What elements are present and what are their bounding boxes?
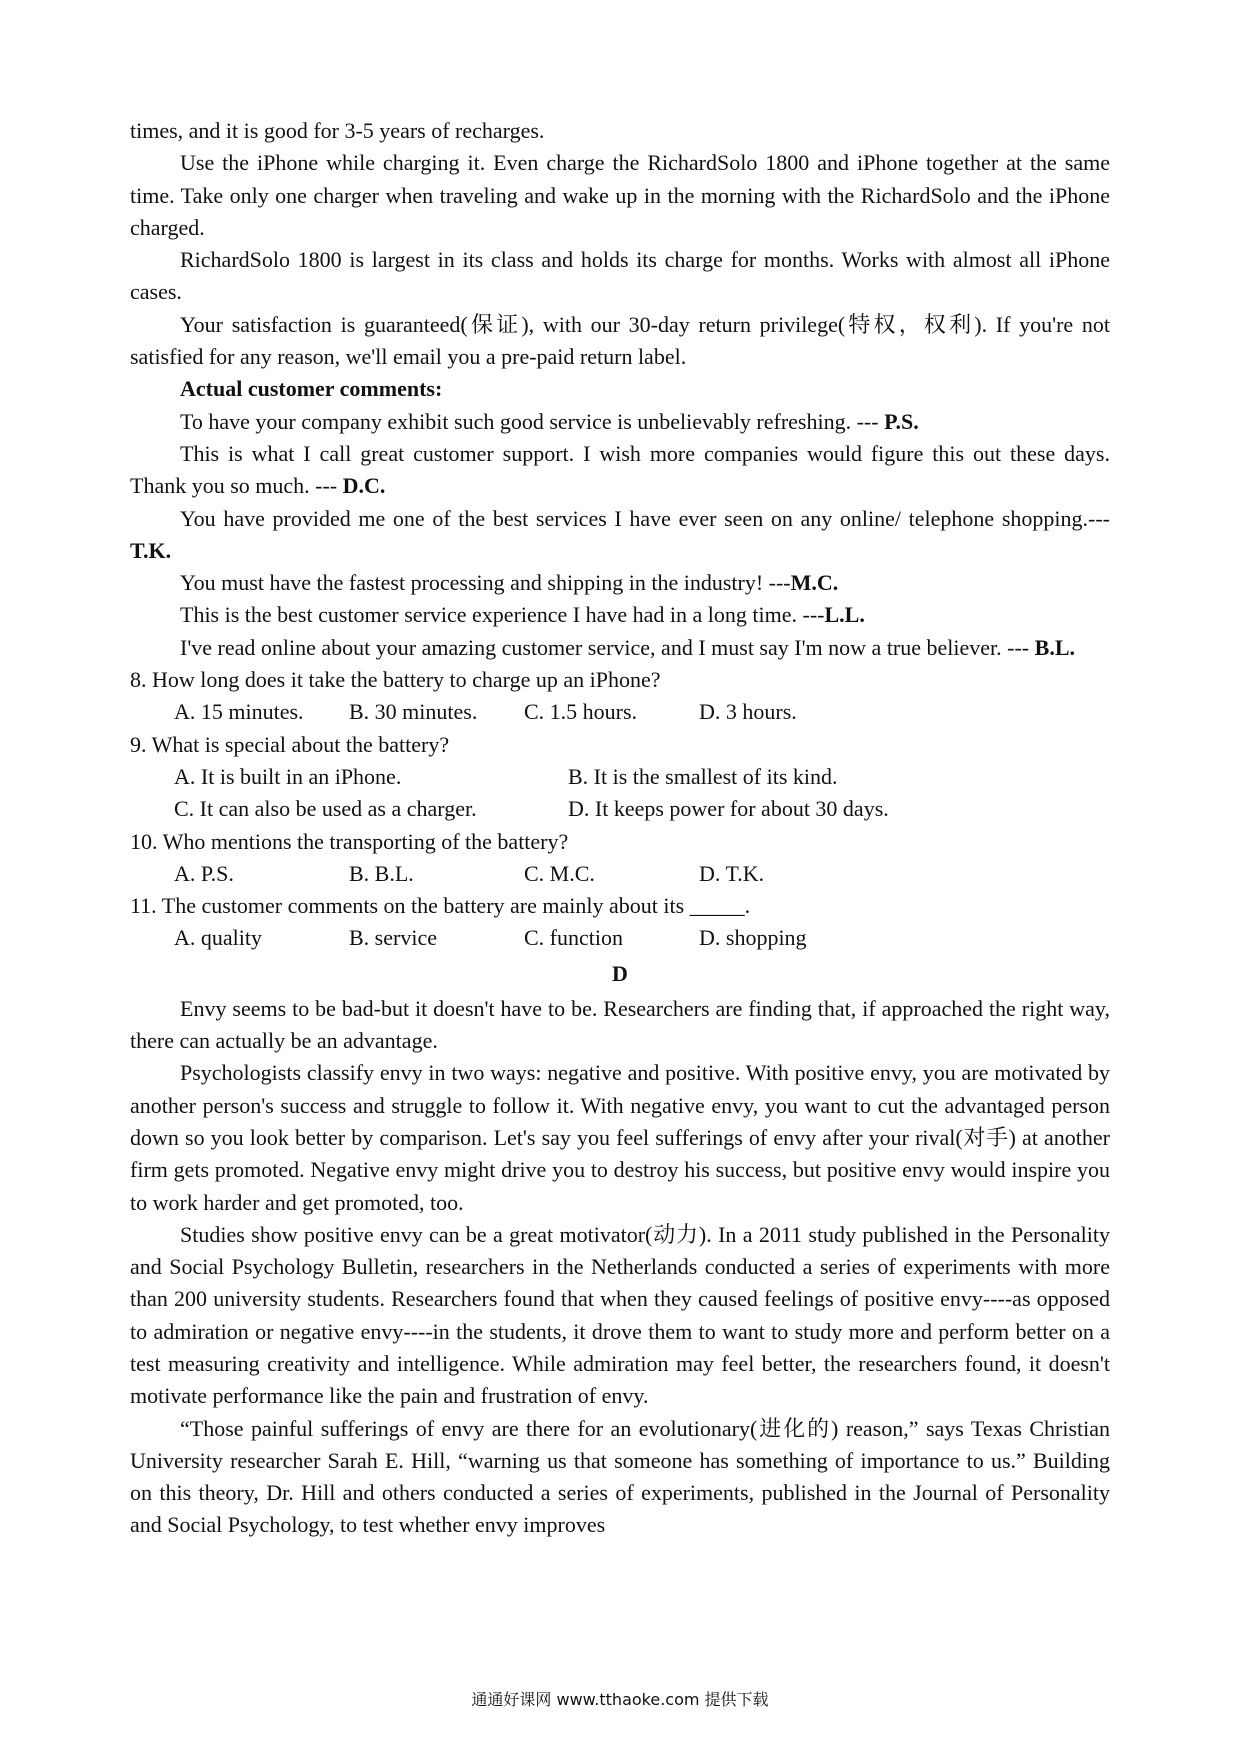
question-8-stem: 8. How long does it take the battery to charge up an iPhone? bbox=[130, 667, 661, 693]
comment-text: This is the best customer service experience I have had in a long time. --- bbox=[180, 602, 825, 628]
customer-comment bbox=[130, 632, 1110, 664]
question-9-options-row-1 bbox=[130, 761, 1110, 793]
customer-comment bbox=[130, 438, 1110, 503]
option-c: C. It can also be used as a charger. bbox=[174, 796, 477, 822]
question-11-options bbox=[130, 922, 1110, 954]
comment-signature: T.K. bbox=[130, 537, 172, 563]
comment-signature: M.C. bbox=[790, 570, 839, 596]
question-11-stem: 11. The customer comments on the battery are mainly about its _____. bbox=[130, 893, 751, 919]
option-a: A. P.S. bbox=[174, 860, 234, 886]
passage-c-paragraph-1: times, and it is good for 3-5 years of recharges. bbox=[130, 118, 545, 143]
section-d-paragraph-4: “Those painful sufferings of envy are there for an evolutionary(进化的) reason,” says Texas Christian University researcher Sarah E. Hill, “warning us that someone has something of importance to us.” Building on this theory, Dr. Hill and others conducted a series of experiments, published in the Journal of Personality and Social Psychology, to test whether envy improves bbox=[130, 1415, 1110, 1538]
comment-text: You must have the fastest processing and shipping in the industry! --- bbox=[180, 570, 791, 596]
question-10-stem: 10. Who mentions the transporting of the battery? bbox=[130, 828, 569, 854]
customer-comment bbox=[130, 406, 1110, 438]
comment-text: I've read online about your amazing customer service, and I must say I'm now a true believer. --- bbox=[180, 634, 1035, 660]
question-10-options bbox=[130, 858, 1110, 890]
comment-signature: L.L. bbox=[824, 602, 865, 628]
option-a: A. It is built in an iPhone. bbox=[174, 763, 402, 789]
passage-c-paragraph-3: RichardSolo 1800 is largest in its class and holds its charge for months. Works with almost all iPhone cases. bbox=[130, 247, 1110, 305]
option-c: C. function bbox=[524, 925, 623, 951]
customer-comment bbox=[130, 567, 1110, 599]
comment-signature: P.S. bbox=[884, 408, 919, 434]
option-b: B. 30 minutes. bbox=[349, 699, 478, 725]
page-footer: 通通好课网 www.tthaoke.com 提供下载 bbox=[471, 1690, 769, 1709]
option-b: B. B.L. bbox=[349, 860, 414, 886]
passage-c-paragraph-2: Use the iPhone while charging it. Even charge the RichardSolo 1800 and iPhone together at the same time. Take only one charger when traveling and wake up in the morning with the RichardSolo and the iPhone charged. bbox=[130, 150, 1110, 240]
option-d: D. It keeps power for about 30 days. bbox=[568, 796, 889, 822]
question-8-options bbox=[130, 696, 1110, 728]
passage-c-paragraph-4: Your satisfaction is guaranteed(保证), with our 30-day return privilege(特权，权利). If you're not satisfied for any reason, we'll email you a pre-paid return label. bbox=[130, 311, 1110, 370]
question-9-options-row-2 bbox=[130, 793, 1110, 825]
section-d-paragraph-2: Psychologists classify envy in two ways: negative and positive. With positive envy, you are motivated by another person's success and struggle to follow it. With negative envy, you want to cut the advantaged person down so you look better by comparison. Let's say you feel sufferings of envy after your rival(对手) at another firm gets promoted. Negative envy might drive you to destroy his success, but positive envy would inspire you to work harder and get promoted, too. bbox=[130, 1060, 1110, 1215]
option-d: D. 3 hours. bbox=[699, 699, 797, 725]
comment-signature: D.C. bbox=[342, 473, 386, 499]
option-a: A. quality bbox=[174, 925, 262, 951]
option-c: C. 1.5 hours. bbox=[524, 699, 638, 725]
option-c: C. M.C. bbox=[524, 860, 595, 886]
comment-text: To have your company exhibit such good service is unbelievably refreshing. --- bbox=[180, 408, 885, 434]
comments-heading: Actual customer comments: bbox=[180, 376, 443, 402]
document-page bbox=[130, 115, 1110, 1542]
section-d-paragraph-3: Studies show positive envy can be a great motivator(动力). In a 2011 study published in the Personality and Social Psychology Bulletin, researchers in the Netherlands conducted a series of experiments with more than 200 university students. Researchers found that when they caused feelings of positive envy----as opposed to admiration or negative envy----in the students, it drove them to want to study more and perform better on a test measuring creativity and intelligence. While admiration may feel better, the researchers found, it doesn't motivate performance like the pain and frustration of envy. bbox=[130, 1221, 1110, 1409]
comment-text: This is what I call great customer support. I wish more companies would figure this out these days. Thank you so much. --- bbox=[130, 440, 1110, 499]
option-a: A. 15 minutes. bbox=[174, 699, 304, 725]
section-d-paragraph-1: Envy seems to be bad-but it doesn't have to be. Researchers are finding that, if approached the right way, there can actually be an advantage. bbox=[130, 995, 1110, 1054]
section-d-heading: D bbox=[612, 960, 628, 986]
question-9-stem: 9. What is special about the battery? bbox=[130, 731, 450, 757]
option-d: D. T.K. bbox=[699, 860, 765, 886]
comment-text: You have provided me one of the best services I have ever seen on any online/ telephone shopping.--- bbox=[180, 505, 1110, 531]
option-b: B. service bbox=[349, 925, 437, 951]
comment-signature: B.L. bbox=[1034, 634, 1075, 660]
customer-comment bbox=[130, 599, 1110, 631]
option-d: D. shopping bbox=[699, 925, 807, 951]
customer-comment bbox=[130, 503, 1110, 568]
option-b: B. It is the smallest of its kind. bbox=[568, 763, 838, 789]
